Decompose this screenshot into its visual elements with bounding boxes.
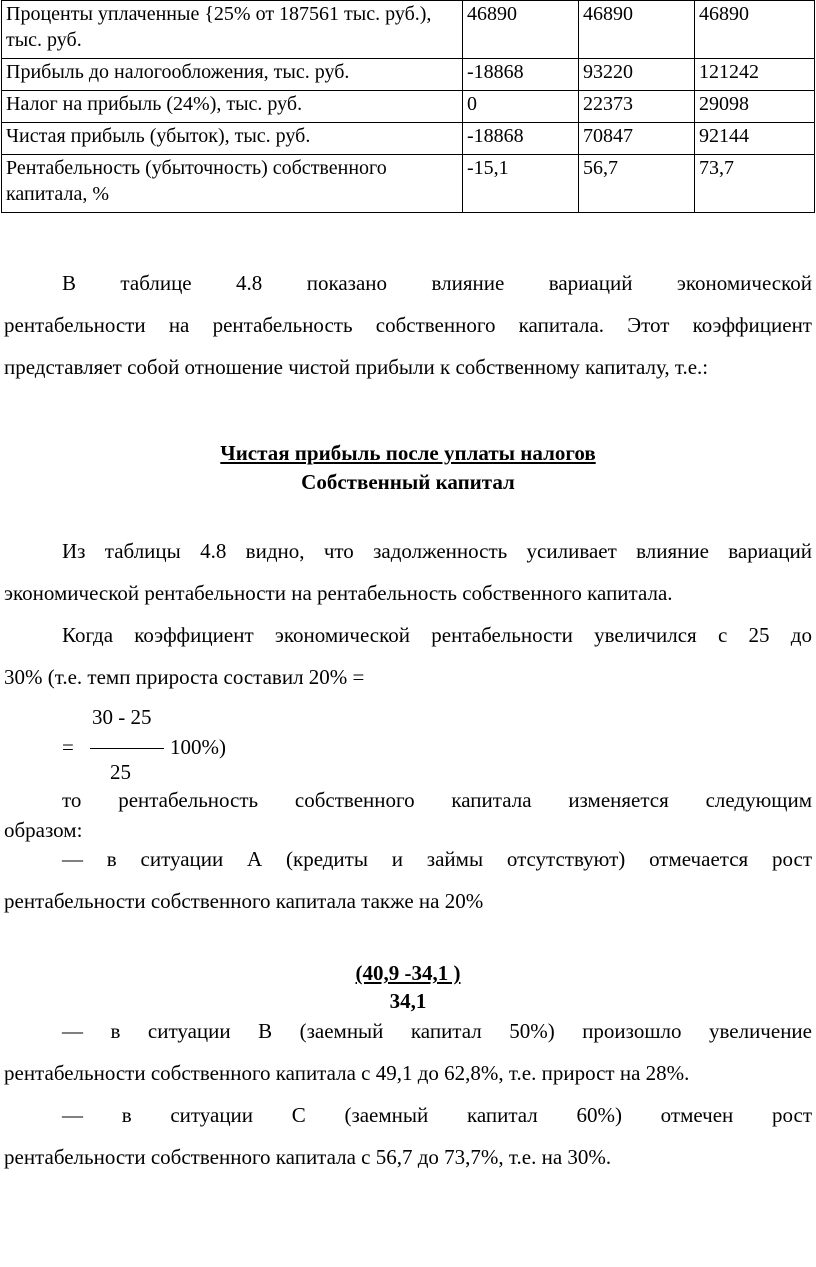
table-row (2, 59, 815, 91)
paragraph-situation-a (4, 838, 812, 922)
table-cell: -15,1 (463, 155, 579, 213)
table-row (2, 91, 815, 123)
text-line: Когда коэффициент экономической рентабельности увеличился с 25 до (62, 623, 812, 647)
table-cell: Прибыль до налогообложения, тыс. руб. (2, 59, 463, 91)
table-cell: 22373 (579, 91, 695, 123)
table-cell: 46890 (579, 1, 695, 59)
text-line: — в ситуации В (заемный капитал 50%) произошло увеличение (62, 1019, 812, 1043)
text-line: — в ситуации А (кредиты и займы отсутствуют) отмечается рост (62, 847, 812, 871)
text-line: Из таблицы 4.8 видно, что задолженность усиливает влияние вариаций (62, 539, 812, 563)
equals-sign: = (62, 735, 74, 759)
table-cell: 56,7 (579, 155, 695, 213)
text-line: рентабельности собственного капитала с 56,7 до 73,7%, т.е. на 30%. (4, 1145, 612, 1169)
fraction-suffix: 100%) (170, 735, 226, 759)
text-line: то рентабельность собственного капитала изменяется следующим (62, 788, 812, 812)
table-cell: 70847 (579, 123, 695, 155)
formula-denominator: Собственный капитал (301, 470, 515, 494)
table-cell: Рентабельность (убыточность) собственного капитала, % (2, 155, 463, 213)
formula-a-numerator: (40,9 -34,1 ) (355, 961, 461, 985)
table-cell: -18868 (463, 123, 579, 155)
fraction-denominator: 25 (110, 760, 131, 784)
table-cell: 46890 (695, 1, 815, 59)
fraction-bar (90, 748, 164, 749)
table-row (2, 155, 815, 213)
text-line: рентабельности собственного капитала также на 20% (4, 889, 484, 913)
fraction-numerator: 30 - 25 (92, 705, 152, 729)
paragraph-intro (4, 262, 812, 388)
text-line: представляет собой отношение чистой прибыли к собственному капиталу, т.е.: (4, 355, 709, 379)
text-line: В таблице 4.8 показано влияние вариаций экономической (62, 271, 812, 295)
text-line: экономической рентабельности на рентабельность собственного капитала. (4, 581, 673, 605)
table-cell: 0 (463, 91, 579, 123)
text-line: — в ситуации С (заемный капитал 60%) отмечен рост (62, 1103, 812, 1127)
text-line: образом: (4, 818, 83, 842)
formula-numerator: Чистая прибыль после уплаты налогов (220, 441, 596, 465)
table-cell: 121242 (695, 59, 815, 91)
paragraph-result (4, 785, 812, 845)
table-cell: Чистая прибыль (убыток), тыс. руб. (2, 123, 463, 155)
paragraph-growth (4, 614, 812, 698)
text-line: рентабельности собственного капитала с 49,1 до 62,8%, т.е. прирост на 28%. (4, 1061, 690, 1085)
table-cell: 29098 (695, 91, 815, 123)
paragraph-situation-c (4, 1094, 812, 1178)
table-cell: 93220 (579, 59, 695, 91)
table-cell: Налог на прибыль (24%), тыс. руб. (2, 91, 463, 123)
text-line: 30% (т.е. темп прироста составил 20% = (4, 665, 365, 689)
text-line: рентабельности на рентабельность собственного капитала. Этот коэффициент (4, 313, 812, 337)
paragraph-conclusion (4, 530, 812, 614)
formula-a-denominator: 34,1 (389, 989, 427, 1013)
table-cell: 73,7 (695, 155, 815, 213)
financial-table (1, 0, 815, 213)
table-cell: 46890 (463, 1, 579, 59)
paragraph-situation-b (4, 1010, 812, 1094)
table-row (2, 1, 815, 59)
table-row (2, 123, 815, 155)
table-cell: Проценты уплаченные {25% от 187561 тыс. руб.), тыс. руб. (2, 1, 463, 59)
table-cell: -18868 (463, 59, 579, 91)
table-cell: 92144 (695, 123, 815, 155)
